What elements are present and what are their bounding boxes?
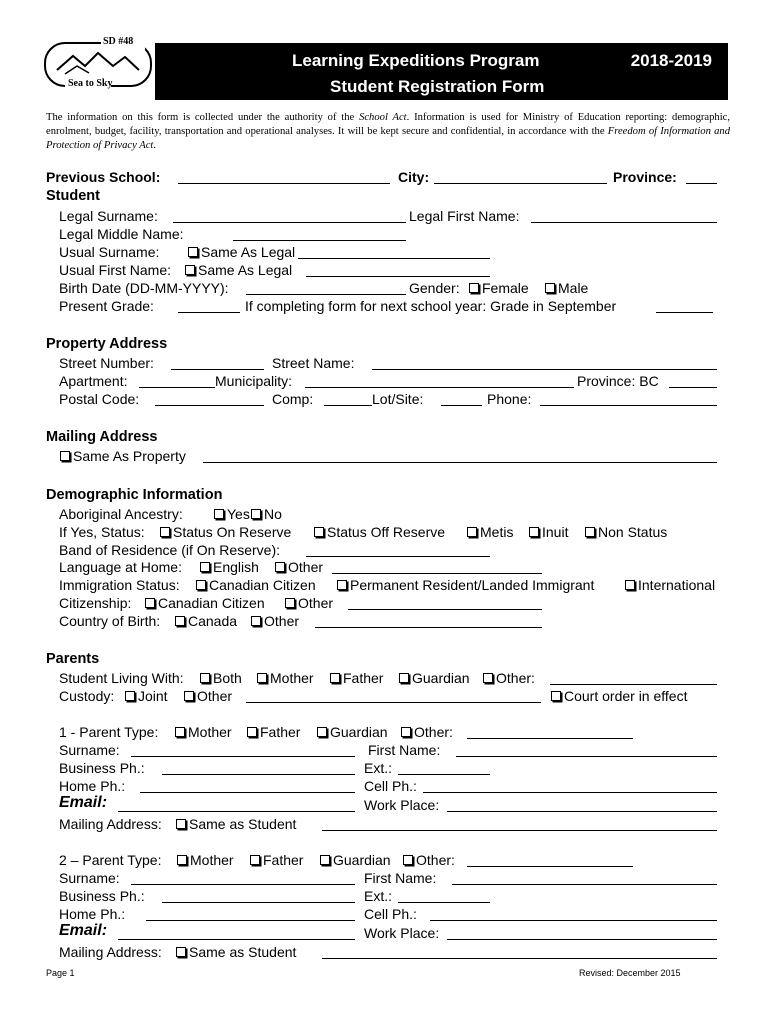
inuit-option[interactable]: [529, 523, 568, 541]
notice-text: The information on this form is collected under the authority of the: [46, 112, 360, 123]
english-option[interactable]: [200, 558, 259, 576]
option-label: Other: [197, 688, 233, 704]
postal-code-label: Postal Code:: [59, 391, 140, 407]
option-label: Other:: [414, 724, 453, 740]
parent1-business-field[interactable]: [162, 774, 355, 775]
birth-date-field[interactable]: [246, 294, 406, 295]
checkbox-icon[interactable]: [320, 855, 330, 865]
usual-first-label: Usual First Name:: [59, 262, 172, 278]
language-other-field[interactable]: [332, 573, 542, 574]
checkbox-icon[interactable]: [184, 691, 194, 701]
apartment-field[interactable]: [139, 387, 215, 388]
logo-district: SD #48: [103, 36, 134, 47]
parents-heading: Parents: [46, 651, 100, 667]
option-label: Permanent Resident/Landed Immigrant: [350, 577, 595, 593]
checkbox-icon[interactable]: [401, 727, 411, 737]
legal-surname-field[interactable]: [173, 222, 406, 223]
usual-surname-label: Usual Surname:: [59, 244, 160, 260]
option-label: Mother: [190, 852, 234, 868]
non-status-option[interactable]: [585, 523, 667, 541]
parent2-email-field[interactable]: [118, 939, 355, 940]
usual-surname-field[interactable]: [298, 258, 490, 259]
parent1-other-option[interactable]: [401, 723, 453, 741]
student-heading: Student: [46, 188, 100, 204]
foi-act: Freedom of Information and Protection of Privacy Act: [46, 126, 731, 151]
option-label: Canadian Citizen: [158, 595, 265, 611]
school-act: School Act: [359, 112, 407, 123]
parent1-type-label: 1 - Parent Type:: [59, 724, 159, 740]
grade-september-label: If completing form for next school year: Grade in September: [245, 298, 617, 314]
usual-first-field[interactable]: [306, 276, 490, 277]
checkbox-icon[interactable]: [200, 673, 210, 683]
parent2-surname-label: Surname:: [59, 870, 120, 886]
legal-middle-field[interactable]: [233, 240, 406, 241]
option-label: Guardian: [412, 670, 470, 686]
city-label: City:: [398, 169, 430, 185]
option-label: Same As Property: [73, 448, 186, 464]
option-label: Father: [260, 724, 301, 740]
checkbox-icon[interactable]: [251, 616, 261, 626]
parent2-mailing-field[interactable]: [322, 958, 717, 959]
same-as-property-option[interactable]: [60, 447, 186, 465]
parent2-work-field[interactable]: [447, 939, 717, 940]
parent2-cell-field[interactable]: [430, 920, 717, 921]
same-legal-first-option[interactable]: [185, 261, 292, 279]
checkbox-icon[interactable]: [467, 527, 477, 537]
checkbox-icon[interactable]: [330, 673, 340, 683]
checkbox-icon[interactable]: [529, 527, 539, 537]
parent1-surname-label: Surname:: [59, 742, 120, 758]
parent1-business-label: Business Ph.:: [59, 760, 145, 776]
parent2-ext-label: Ext.:: [364, 888, 393, 904]
parent2-business-label: Business Ph.:: [59, 888, 145, 904]
language-other-option[interactable]: [275, 558, 323, 576]
city-field[interactable]: [434, 183, 607, 184]
canada-option[interactable]: [175, 612, 237, 630]
checkbox-icon[interactable]: [469, 283, 479, 293]
custody-other-field[interactable]: [246, 702, 541, 703]
legal-middle-label: Legal Middle Name:: [59, 226, 184, 242]
parent1-ext-field[interactable]: [398, 774, 490, 775]
band-label: Band of Residence (if On Reserve):: [59, 542, 280, 558]
checkbox-icon[interactable]: [175, 616, 185, 626]
parent1-father-option[interactable]: [247, 723, 300, 741]
checkbox-icon[interactable]: [551, 691, 561, 701]
option-label: Other:: [416, 852, 455, 868]
option-label: Mother: [270, 670, 314, 686]
parent1-cell-field[interactable]: [423, 792, 717, 793]
parent1-first-name-field[interactable]: [456, 756, 717, 757]
checkbox-icon[interactable]: [545, 283, 555, 293]
parent1-surname-field[interactable]: [131, 756, 355, 757]
citizenship-canadian-option[interactable]: [145, 594, 265, 612]
living-both-option[interactable]: [200, 669, 242, 687]
on-reserve-option[interactable]: [160, 523, 291, 541]
comp-field[interactable]: [324, 405, 372, 406]
notice-text: . Information is used for Ministry of Education reporting: demographic, enrolment, budget, facility, transportation and operational analyses. It will be kept secure and confidential, in accordance with the: [46, 112, 730, 137]
living-with-label: Student Living With:: [59, 670, 184, 686]
parent2-surname-field[interactable]: [131, 884, 355, 885]
apartment-label: Apartment:: [59, 373, 128, 389]
lot-site-label: Lot/Site:: [372, 391, 424, 407]
parent2-ext-field[interactable]: [398, 902, 490, 903]
parent1-work-field[interactable]: [447, 811, 717, 812]
parent2-home-label: Home Ph.:: [59, 906, 126, 922]
parent2-mailing-label: Mailing Address:: [59, 944, 162, 960]
option-label: Status On Reserve: [173, 524, 292, 540]
municipality-label: Municipality:: [215, 373, 293, 389]
option-label: Guardian: [333, 852, 391, 868]
postal-code-field[interactable]: [155, 405, 264, 406]
parent1-first-name-label: First Name:: [368, 742, 441, 758]
option-label: Mother: [188, 724, 232, 740]
privacy-notice: [46, 111, 730, 153]
parent2-home-field[interactable]: [146, 920, 355, 921]
custody-joint-option[interactable]: [125, 687, 168, 705]
district-logo: [43, 38, 153, 92]
parent2-other-option[interactable]: [403, 851, 455, 869]
international-option[interactable]: [625, 576, 715, 594]
municipality-field[interactable]: [305, 387, 574, 388]
legal-first-label: Legal First Name:: [409, 208, 520, 224]
living-other-option[interactable]: [483, 669, 535, 687]
option-label: Joint: [138, 688, 168, 704]
option-label: Guardian: [330, 724, 388, 740]
checkbox-icon[interactable]: [250, 855, 260, 865]
phone-label: Phone:: [487, 391, 532, 407]
checkbox-icon[interactable]: [185, 265, 195, 275]
mailing-address-field[interactable]: [203, 462, 717, 463]
logo-name: Sea to Sky: [68, 78, 113, 89]
comp-label: Comp:: [272, 391, 314, 407]
checkbox-icon[interactable]: [125, 691, 135, 701]
permanent-resident-option[interactable]: [337, 576, 594, 594]
parent2-cell-label: Cell Ph.:: [364, 906, 417, 922]
custody-label: Custody:: [59, 688, 115, 704]
checkbox-icon[interactable]: [177, 855, 187, 865]
demographic-heading: Demographic Information: [46, 487, 223, 503]
parent1-home-field[interactable]: [140, 792, 355, 793]
checkbox-icon[interactable]: [188, 247, 198, 257]
checkbox-icon[interactable]: [399, 673, 409, 683]
aboriginal-label: Aboriginal Ancestry:: [59, 506, 183, 522]
option-label: Canada: [188, 613, 238, 629]
option-label: Non Status: [598, 524, 668, 540]
checkbox-icon[interactable]: [275, 562, 285, 572]
notice-text: .: [153, 140, 157, 151]
lot-site-field[interactable]: [441, 405, 482, 406]
living-father-option[interactable]: [330, 669, 383, 687]
school-year: 2018-2019: [630, 51, 712, 70]
option-label: Same As Legal: [198, 262, 293, 278]
checkbox-icon[interactable]: [176, 819, 186, 829]
parent2-first-name-field[interactable]: [452, 884, 717, 885]
birth-date-label: Birth Date (DD-MM-YYYY):: [59, 280, 229, 296]
option-label: International: [638, 577, 716, 593]
option-label: Canadian Citizen: [209, 577, 316, 593]
metis-option[interactable]: [467, 523, 513, 541]
parent1-guardian-option[interactable]: [317, 723, 388, 741]
option-label: Same As Legal: [201, 244, 296, 260]
parent2-type-label: 2 – Parent Type:: [59, 852, 162, 868]
option-label: Inuit: [542, 524, 569, 540]
option-label: Father: [263, 852, 304, 868]
custody-other-option[interactable]: [184, 687, 232, 705]
parent2-first-name-label: First Name:: [364, 870, 437, 886]
checkbox-icon[interactable]: [160, 527, 170, 537]
parent1-mailing-label: Mailing Address:: [59, 816, 162, 832]
page-number: Page 1: [46, 968, 75, 978]
street-number-field[interactable]: [171, 369, 264, 370]
option-label: Same as Student: [189, 816, 297, 832]
parent1-mailing-field[interactable]: [322, 830, 717, 831]
off-reserve-option[interactable]: [314, 523, 445, 541]
status-label: If Yes, Status:: [59, 524, 145, 540]
street-name-label: Street Name:: [272, 355, 355, 371]
gender-female-option[interactable]: [469, 279, 529, 297]
province-label: Province:: [613, 169, 677, 185]
citizenship-other-option[interactable]: [285, 594, 333, 612]
parent1-cell-label: Cell Ph.:: [364, 778, 417, 794]
property-province-label: Province: BC: [577, 373, 659, 389]
option-label: Yes: [227, 506, 250, 522]
revised-date: Revised: December 2015: [579, 968, 681, 978]
checkbox-icon[interactable]: [625, 580, 635, 590]
checkbox-icon[interactable]: [200, 562, 210, 572]
checkbox-icon[interactable]: [145, 598, 155, 608]
checkbox-icon[interactable]: [251, 509, 261, 519]
option-label: No: [264, 506, 282, 522]
street-name-field[interactable]: [372, 369, 717, 370]
parent1-other-field[interactable]: [467, 738, 633, 739]
form-title: Student Registration Form: [330, 77, 545, 96]
option-label: Male: [558, 280, 589, 296]
street-number-label: Street Number:: [59, 355, 154, 371]
checkbox-icon[interactable]: [247, 727, 257, 737]
parent1-email-label: Email:: [59, 794, 108, 811]
gender-male-option[interactable]: [545, 279, 588, 297]
option-label: Father: [343, 670, 384, 686]
mailing-address-heading: Mailing Address: [46, 429, 158, 445]
option-label: Court order in effect: [564, 688, 688, 704]
birth-country-other-field[interactable]: [315, 627, 542, 628]
same-legal-surname-option[interactable]: [188, 243, 295, 261]
form-header: [155, 43, 728, 100]
present-grade-label: Present Grade:: [59, 298, 154, 314]
checkbox-icon[interactable]: [175, 727, 185, 737]
citizenship-other-field[interactable]: [348, 609, 542, 610]
living-other-field[interactable]: [550, 684, 717, 685]
living-mother-option[interactable]: [257, 669, 314, 687]
checkbox-icon[interactable]: [585, 527, 595, 537]
option-label: Both: [213, 670, 242, 686]
option-label: Female: [482, 280, 529, 296]
previous-school-field[interactable]: [178, 183, 390, 184]
parent1-email-field[interactable]: [118, 811, 355, 812]
parent1-same-student-option[interactable]: [176, 815, 296, 833]
option-label: Other: [298, 595, 334, 611]
option-label: Same as Student: [189, 944, 297, 960]
option-label: Other: [264, 613, 300, 629]
property-address-heading: Property Address: [46, 336, 168, 352]
checkbox-icon[interactable]: [314, 527, 324, 537]
phone-field[interactable]: [540, 405, 717, 406]
language-label: Language at Home:: [59, 559, 182, 575]
parent2-mother-option[interactable]: [177, 851, 234, 869]
property-province-field[interactable]: [669, 387, 717, 388]
checkbox-icon[interactable]: [483, 673, 493, 683]
band-field[interactable]: [306, 556, 490, 557]
parent2-other-field[interactable]: [467, 866, 633, 867]
checkbox-icon[interactable]: [176, 947, 186, 957]
birth-other-option[interactable]: [251, 612, 299, 630]
citizenship-label: Citizenship:: [59, 595, 132, 611]
option-label: Other: [288, 559, 324, 575]
grade-september-field[interactable]: [656, 312, 713, 313]
immigration-label: Immigration Status:: [59, 577, 180, 593]
parent1-work-label: Work Place:: [364, 797, 440, 813]
checkbox-icon[interactable]: [196, 580, 206, 590]
aboriginal-no-option[interactable]: [251, 505, 282, 523]
parent2-work-label: Work Place:: [364, 925, 440, 941]
checkbox-icon[interactable]: [337, 580, 347, 590]
court-order-option[interactable]: [551, 687, 687, 705]
parent1-home-label: Home Ph.:: [59, 778, 126, 794]
gender-label: Gender:: [409, 280, 460, 296]
option-label: English: [213, 559, 259, 575]
parent1-mother-option[interactable]: [175, 723, 232, 741]
program-title: Learning Expeditions Program: [292, 51, 540, 70]
parent2-father-option[interactable]: [250, 851, 303, 869]
checkbox-icon[interactable]: [403, 855, 413, 865]
checkbox-icon[interactable]: [60, 451, 70, 461]
legal-first-field[interactable]: [531, 222, 717, 223]
immigration-citizen-option[interactable]: [196, 576, 316, 594]
aboriginal-yes-option[interactable]: [214, 505, 250, 523]
living-guardian-option[interactable]: [399, 669, 470, 687]
birth-country-label: Country of Birth:: [59, 613, 161, 629]
option-label: Status Off Reserve: [327, 524, 446, 540]
legal-surname-label: Legal Surname:: [59, 208, 158, 224]
previous-school-label: Previous School:: [46, 169, 161, 185]
parent2-email-label: Email:: [59, 922, 108, 939]
parent2-same-student-option[interactable]: [176, 943, 296, 961]
checkbox-icon[interactable]: [214, 509, 224, 519]
option-label: Other:: [496, 670, 535, 686]
present-grade-field[interactable]: [178, 312, 240, 313]
checkbox-icon[interactable]: [285, 598, 295, 608]
parent2-guardian-option[interactable]: [320, 851, 391, 869]
checkbox-icon[interactable]: [317, 727, 327, 737]
option-label: Metis: [480, 524, 514, 540]
parent2-business-field[interactable]: [162, 902, 355, 903]
parent1-ext-label: Ext.:: [364, 760, 393, 776]
checkbox-icon[interactable]: [257, 673, 267, 683]
province-field[interactable]: [686, 183, 717, 184]
